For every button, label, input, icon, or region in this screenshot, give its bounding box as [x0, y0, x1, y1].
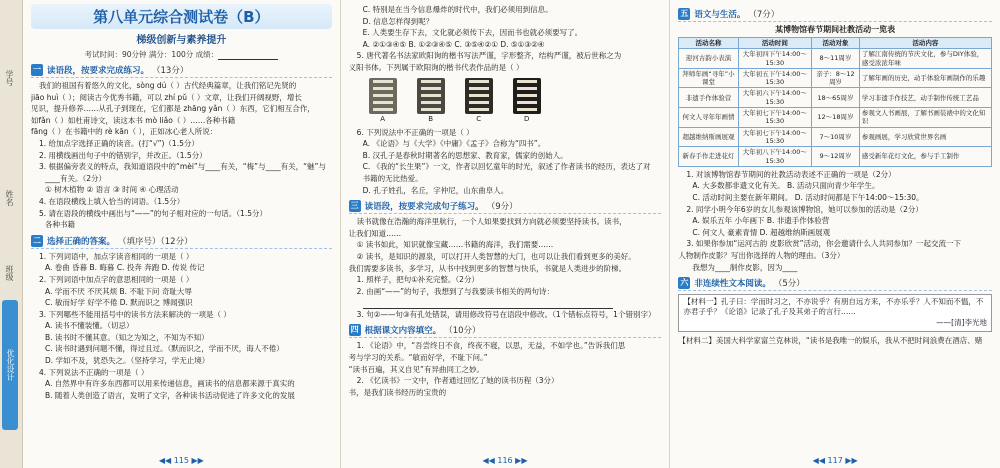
option-line: A. 大多数都非遗文化有关。 B. 活动只面向青少年学生。 — [692, 181, 880, 191]
option-line: C. 《我的“长生果”》一文，作者以回忆童年的时光，叙述了作者读书的经历，表达了对 — [362, 162, 651, 172]
material-1-source: ——[清]李光地 — [936, 318, 988, 328]
text-line: 人物制作皮影？写出你选择的人物的理由。（3分） — [678, 251, 845, 261]
section-5-title: 语文与生活。 — [694, 10, 746, 20]
table-cell: 非遗手作体验营 — [679, 88, 738, 108]
page-number-115: ◀◀ 115 ▶▶ — [158, 456, 204, 465]
calligraphy-label: D — [523, 114, 530, 123]
section-1-header — [31, 64, 332, 78]
answer-line[interactable]: 我想为____制作皮影，因为____ — [692, 262, 798, 272]
page-number-text: 116 — [497, 456, 513, 465]
option-line: C. 活动时间主要在新年期间。 D. 活动时间都是下午14:00～15:30。 — [692, 193, 924, 203]
calligraphy-label: B — [428, 114, 434, 123]
table-header: 活动时间 — [738, 38, 811, 49]
question-line: 2. 用横线画出句子中的错别字，并改正。（1.5分） — [38, 150, 207, 160]
table-cell: 大年初四下午14:00～15:30 — [738, 49, 811, 69]
question-line: 1. 照样子，把句①补充完整。（2分） — [356, 275, 479, 285]
section-2-title: 选择正确的答案。 — [46, 236, 115, 247]
table-row — [679, 88, 992, 108]
section-4-body — [349, 340, 662, 398]
section-2-body — [31, 251, 332, 402]
text-line: ② 读书，是知识的源泉，可以打开人类智慧的大门，也可以让我们看到更多的美好。 — [356, 251, 636, 261]
calligraphy-option-c[interactable] — [465, 78, 493, 123]
section-6-number: 六 — [680, 278, 689, 288]
section-5-body — [678, 169, 992, 273]
table-cell: 新春手作走进花灯 — [679, 147, 738, 167]
test-subtitle: 梯级创新与素养提升 — [136, 35, 227, 46]
table-cell: 7～10周岁 — [812, 127, 860, 147]
calligraphy-label: C — [476, 114, 482, 123]
table-row — [679, 49, 992, 69]
option-line: A. 读书不懂装懂。（切忌） — [44, 321, 134, 331]
spine — [0, 0, 23, 468]
table-cell: 了解年画的历史，动手体验年画制作的乐趣 — [859, 68, 991, 88]
section-4-title: 根据课文内容填空。 — [364, 326, 442, 337]
page-117 — [670, 0, 1000, 468]
table-cell: 拜师年画“寻年”小课堂 — [679, 68, 738, 88]
question-line: 5. 唐代著名书法家欧阳询的楷书写法严谨，字形整齐，结构严谨，被后世称之为 — [356, 51, 622, 61]
section-3-body — [349, 216, 662, 320]
text-line: fāng（ ）在书籍中的 rè kān（ ），正如冰心老人所说： — [30, 127, 218, 137]
question-line: 4. 在语段横线上填入恰当的词语。（1.5分） — [38, 196, 185, 206]
section-5-header — [678, 8, 992, 22]
question-line: 3. 根据偏旁表义的特点，我知道语段中的“mèi”与____有关，“梅”与____有关，“魅”与 — [38, 162, 326, 172]
section-1-body — [31, 80, 332, 231]
text-line: 如fǎn（ ）如杜甫诗文，读这本书 mò liǎo（ ）……各种书籍 — [30, 115, 236, 125]
table-cell: 大年初八下午14:00～15:30 — [738, 147, 811, 167]
test-meta-text: 考试时间：90分钟 满分：100分 成绩： — [84, 50, 219, 59]
activity-table-title: 某博物馆春节期间社教活动一览表 — [775, 25, 896, 34]
text-line: 考与学习的关系。“敏而好学，不耻下问。” — [348, 353, 488, 363]
question-line: 1. 给加点字选择正确的读音。(打“√”)（1.5分） — [38, 138, 199, 148]
option-line: A. 《论语》与《大学》《中庸》《孟子》合称为“四书”。 — [362, 139, 546, 149]
answer-blank[interactable] — [363, 300, 613, 309]
section-2-points: （填序号）（12分） — [118, 236, 193, 247]
table-header-row — [679, 38, 992, 49]
table-row — [679, 108, 992, 128]
text-line: 各种书籍 — [44, 220, 75, 230]
section-6-header — [678, 277, 992, 291]
spine-label-name: 姓名 — [5, 190, 14, 206]
option-line: C. 敏而好学 好学不倦 D. 默而识之 博闻强识 — [44, 298, 193, 308]
table-row — [679, 127, 992, 147]
text-line: 我们需要多读书，多学习，从书中找到更多的智慧与快乐，书就是人类进步的阶梯。 — [348, 263, 627, 273]
text-line: 见识，提升修养……从孔子到现在，它们都是 zhāng yǎn（ ）东西，它们相互合作， — [30, 104, 315, 114]
question-line: 1. 《论语》中，“吾尝终日不食，终夜不寝，以思，无益，不如学也。”告诉我们思 — [356, 341, 626, 351]
table-cell: 大年初七下午14:00～15:30 — [738, 127, 811, 147]
section-3-points: （9分） — [486, 202, 518, 213]
table-row — [679, 147, 992, 167]
option-line: D. 学如不及，犹恐失之。（坚持学习，学无止境） — [44, 356, 210, 366]
option-line: A. 自然界中有许多东西都可以用来传递信息，画读书的信息都来源于真实的 — [44, 379, 295, 389]
calligraphy-image — [513, 78, 541, 114]
table-cell: 超越维纳斯画展观 — [679, 127, 738, 147]
table-cell: 了解江南传统的节庆文化，参与DIY体验，感受浓浓年味 — [859, 49, 991, 69]
calligraphy-image — [465, 78, 493, 114]
section-6-title: 非连续性文本阅读。 — [694, 279, 771, 290]
option-line: C. 读书时遇到问题不懂，得过且过。（默而识之，学而不厌，诲人不倦） — [44, 344, 284, 354]
option-line: D. 信息怎样得到呢？ — [362, 16, 434, 26]
page-number-text: 117 — [827, 456, 843, 465]
page-number-117: ◀◀ 117 ▶▶ — [812, 456, 858, 465]
option-line: C. 何文人 豪素青情 D. 超越维纳斯画展观 — [692, 227, 831, 237]
option-line: 书籍的无比热爱。 — [362, 173, 423, 183]
section-5-number: 五 — [680, 9, 689, 18]
spine-label-class: 班级 — [5, 265, 14, 281]
calligraphy-option-a[interactable] — [369, 78, 397, 123]
text-line: ① 读书如此，知识就像宝藏……书籍的海洋，我们需要…… — [356, 240, 554, 250]
table-header: 活动名称 — [679, 38, 738, 49]
calligraphy-images — [369, 78, 662, 123]
section-1-title: 读语段，按要求完成练习。 — [46, 66, 149, 76]
text-line: jiāo huì（ ）；阅读古今优秀书籍，可以 zhí pǔ（ ）文章，让我们开阔视野，增长 — [30, 92, 302, 102]
option-line: E. 人类要生存下去，文化就必须传下去，因而书也就必须要写了。 — [362, 28, 583, 38]
activity-table — [678, 37, 992, 167]
material-1-text: 【材料一】孔子曰：学而时习之，不亦说乎？有朋自远方来，不亦乐乎？人不知而不愠，不亦君子乎？《论语》记录了孔子及其弟子的言行…… — [683, 297, 984, 317]
table-cell: 何文人寻年年画情 — [679, 108, 738, 128]
option-line: A. 卷曲 昏暮 B. 晦暮 C. 投奔 奔跑 D. 传说 传记 — [44, 263, 205, 273]
table-cell: 9～12周岁 — [812, 147, 860, 167]
text-line: 读书就像在浩瀚的海洋里航行，一个人如果要找到方向就必须要坚持读书。读书， — [356, 217, 627, 227]
table-header: 活动对象 — [812, 38, 860, 49]
question-line: 3. 下列哪些不能用括号中的读书方法来解决的一项是（ ） — [38, 309, 231, 319]
option-line: A. 学而不厌 不厌其烦 B. 不耻下问 奇耻大辱 — [44, 286, 192, 296]
question-line: 1. 对该博物馆春节期间的社教活动表述不正确的一项是（2分） — [686, 169, 896, 179]
calligraphy-label: A — [380, 114, 386, 123]
table-cell: 参观画展，学习欣赏世界名画 — [859, 127, 991, 147]
option-line: A. ②①③④⑤ B. ①②③④⑤ C. ③⑤④②① D. ⑤①③②④ — [362, 39, 545, 49]
table-cell: 大年初七下午14:00～15:30 — [738, 108, 811, 128]
option-line: B. 汉孔子是春秋时期著名的思想家、教育家，儒家的创始人。 — [362, 150, 568, 160]
question-line: 2. 同学小明今年6岁的女儿参观该博物馆，她可以参加的活动是（2分） — [686, 204, 923, 214]
section-4-header — [349, 324, 662, 338]
table-cell: 大年初六下午14:00～15:30 — [738, 88, 811, 108]
spine-tab: 优化设计 — [2, 300, 18, 430]
section-4-points: （10分） — [444, 326, 481, 337]
spine-label-student-id: 学号 — [5, 70, 14, 86]
section-2-number: 二 — [32, 235, 41, 245]
question-line: 1. 下列词语中，加点字读音相同的一项是（ ） — [38, 251, 194, 261]
table-header: 活动内容 — [859, 38, 991, 49]
section-1-number: 一 — [32, 65, 41, 74]
text-line: 让我们知道…… — [348, 228, 402, 238]
material-1-box — [678, 294, 992, 332]
calligraphy-image — [417, 78, 445, 114]
table-cell: 大年初五下午14:00～15:30 — [738, 68, 811, 88]
section-3-title: 读语段，按要求完成句子练习。 — [364, 202, 484, 213]
option-line: D. 孔子姓孔，名丘，字仲尼，山东曲阜人。 — [362, 185, 509, 195]
section-5-points: （7分） — [748, 10, 780, 20]
question-line: 6. 下列说法中不正确的一项是（ ） — [356, 127, 474, 137]
option-line: C. 特别是在当今信息爆炸的时代中，我们必须用到信息。 — [362, 5, 553, 14]
question-line: ____有关。（2分） — [44, 173, 107, 183]
question-line: 3. 如果你参加“运河古韵 皮影欣赏”活动，你会邀请什么人共同参加？一起交流一下 — [686, 239, 962, 249]
option-line: B. 随着人类创造了语言，发明了文字，各种读书活动促进了许多文化的发展 — [44, 390, 295, 400]
table-cell: 亲子：8～12周岁 — [812, 68, 860, 88]
table-cell: 8～11周岁 — [812, 49, 860, 69]
question-line: 3. 句②——句③有孔处错误，请用修改符号在语段中修改。（1个错标点符号，1个错别字） — [356, 309, 656, 319]
table-row — [679, 68, 992, 88]
section-3-header — [349, 200, 662, 214]
question-line: 2. 由画“——”的句子，我想到了与我要读书相关的两句诗： — [356, 286, 554, 296]
section-2-header — [31, 235, 332, 249]
score-blank[interactable] — [218, 51, 278, 60]
table-cell: 迎河古韵小表演 — [679, 49, 738, 69]
question-line: 2. 《忆读书》一文中，作者通过回忆了她的读书历程（3分） — [356, 376, 559, 386]
calligraphy-option-d[interactable] — [513, 78, 541, 123]
table-cell: 12～18周岁 — [812, 108, 860, 128]
page-116-top — [349, 4, 662, 74]
test-meta — [31, 49, 332, 60]
question-line: 2. 下列词语中加点字的意思相同的一项是（ ） — [38, 274, 194, 284]
calligraphy-option-b[interactable] — [417, 78, 445, 123]
table-cell: 学习非遗手作技艺，动手制作传统工艺品 — [859, 88, 991, 108]
option-line: A. 娱乐五年 小年画下 B. 非遗手作体验营 — [692, 216, 830, 226]
page-number-116: ◀◀ 116 ▶▶ — [482, 456, 528, 465]
page-116 — [341, 0, 671, 468]
table-cell: 感受新年花灯文化，参与手工制作 — [859, 147, 991, 167]
table-cell: 18～65周岁 — [812, 88, 860, 108]
page-115 — [23, 0, 341, 468]
test-title: 第八单元综合测试卷（B） — [93, 8, 270, 26]
option-line: ① 树木植物 ② 语言 ③ 时间 ④ 心理活动 — [44, 185, 179, 195]
question-line: 义阳书体。下列属于欧阳询的楷书代表作品的是（ ） — [348, 62, 524, 72]
question-line: 4. 下列说法不正确的一项是（ ） — [38, 367, 149, 377]
option-line: B. 读书时不懂其意。（知之为知之，不知为不知） — [44, 332, 209, 342]
calligraphy-image — [369, 78, 397, 114]
test-title-bar — [31, 4, 332, 29]
answer-line[interactable] — [349, 297, 662, 309]
page-116-mid — [349, 127, 662, 197]
text-line: 书，是我们读书经历的宝贵的 — [348, 387, 447, 397]
section-3-number: 三 — [350, 201, 359, 211]
section-1-points: （13分） — [152, 66, 189, 76]
question-line: 5. 请在语段的横线中画出与“——”的句子相对应的一句话。（1.5分） — [38, 208, 267, 218]
text-line: “读书百遍，其义自见”有异曲同工之妙。 — [348, 364, 484, 374]
page-number-text: 115 — [173, 456, 189, 465]
table-cell: 参观文人书画展，了解书画装裱中的文化知识 — [859, 108, 991, 128]
section-4-number: 四 — [350, 325, 359, 335]
section-6-points: （5分） — [773, 279, 805, 290]
material-2-text: 【材料二】美国大科学家富兰克林说，“读书是我唯一的娱乐，我从不把时间浪费在酒店、赌 — [678, 335, 983, 345]
text-line: 我们的祖国有着悠久的文化，sòng dú（ ）古代经典篇章，让我们铭记先贤的 — [38, 81, 297, 90]
